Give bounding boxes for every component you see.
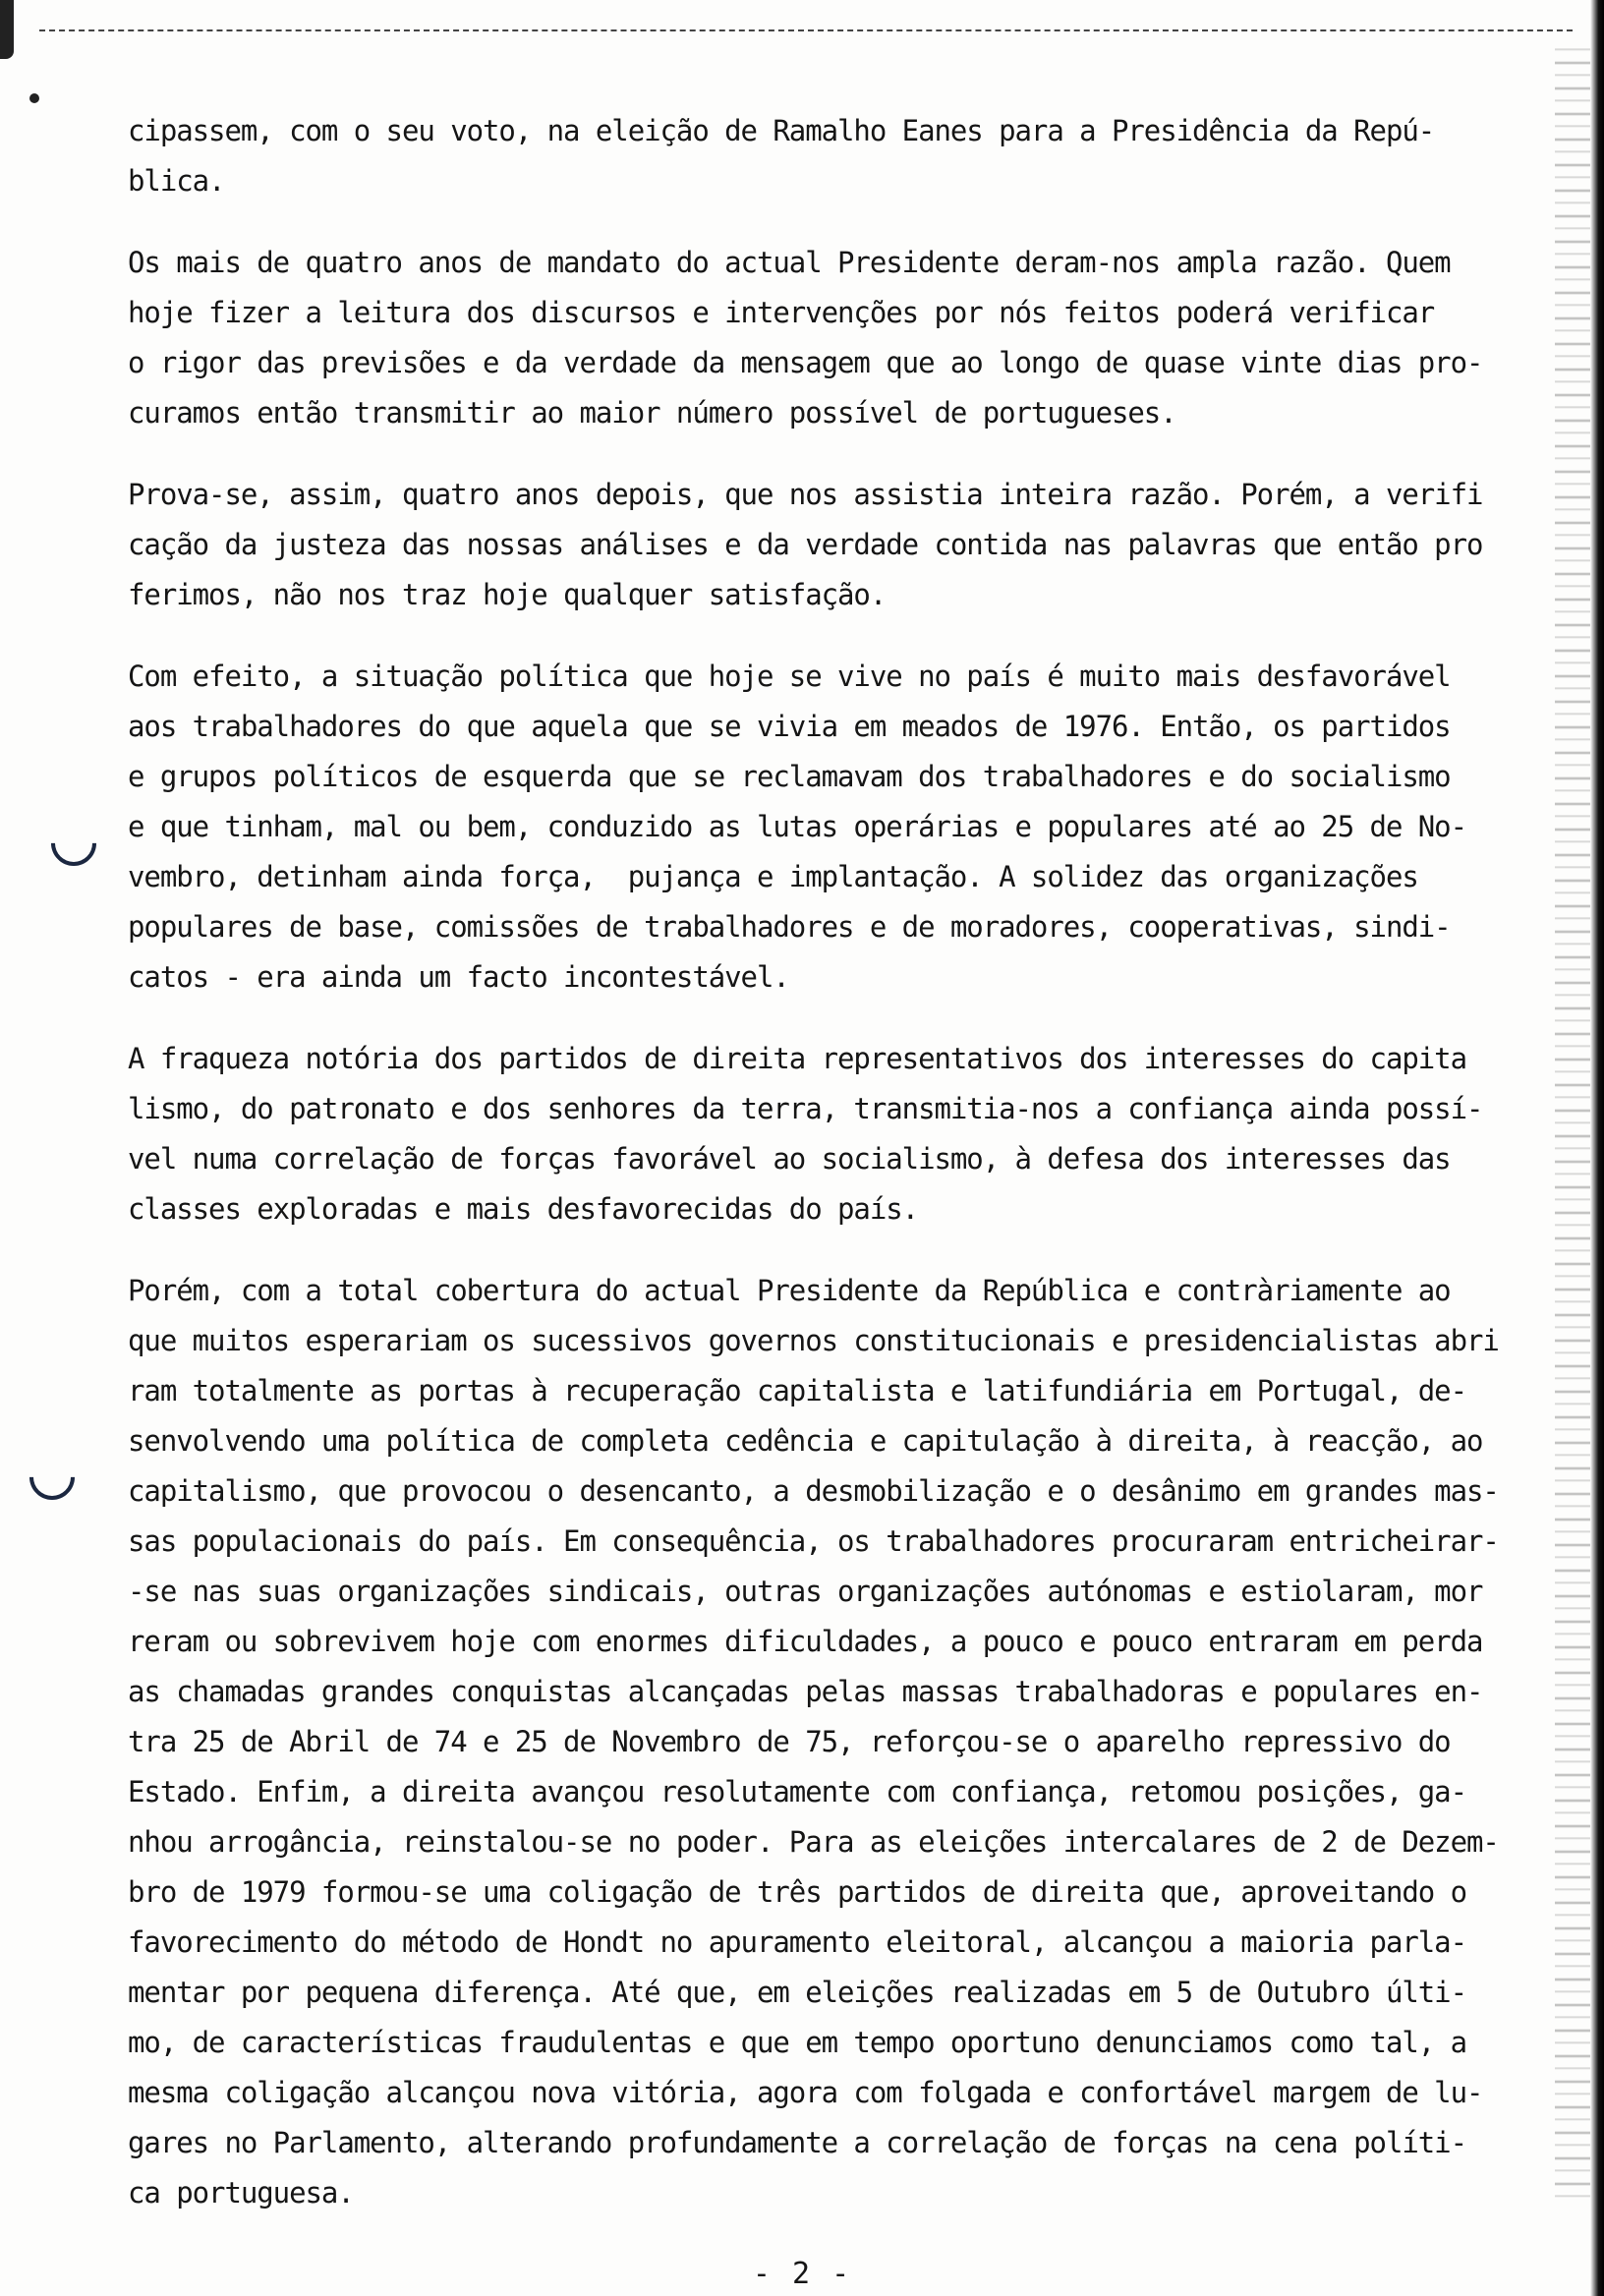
scan-artifact-dot xyxy=(29,93,39,103)
paragraph xyxy=(128,470,1514,620)
text-line: e que tinham, mal ou bem, conduzido as lutas operárias e populares até ao 25 de No- xyxy=(128,810,1466,843)
text-line: vembro, detinham ainda força, pujança e implantação. A solidez das organizações xyxy=(128,860,1418,893)
text-line: nhou arrogância, reinstalou-se no poder. Para as eleições intercalares de 2 de Dezem- xyxy=(128,1825,1499,1859)
text-line: mesma coligação alcançou nova vitória, agora com folgada e confortável margem de lu- xyxy=(128,2076,1483,2109)
text-line: tra 25 de Abril de 74 e 25 de Novembro de 75, reforçou-se o aparelho repressivo do xyxy=(128,1725,1451,1758)
text-line: aos trabalhadores do que aquela que se vivia em meados de 1976. Então, os partidos xyxy=(128,710,1451,743)
text-line: Estado. Enfim, a direita avançou resolutamente com confiança, retomou posições, ga- xyxy=(128,1775,1466,1808)
text-line: bro de 1979 formou-se uma coligação de três partidos de direita que, aproveitando o xyxy=(128,1875,1466,1909)
text-line: as chamadas grandes conquistas alcançadas pelas massas trabalhadoras e populares en- xyxy=(128,1675,1483,1708)
text-line: populares de base, comissões de trabalhadores e de moradores, cooperativas, sindi- xyxy=(128,910,1451,944)
text-line: catos - era ainda um facto incontestável. xyxy=(128,960,789,994)
document-body xyxy=(128,106,1514,2250)
text-line: gares no Parlamento, alterando profundamente a correlação de forças na cena políti- xyxy=(128,2126,1466,2159)
text-line: mo, de características fraudulentas e que em tempo oportuno denunciamos como tal, a xyxy=(128,2026,1466,2059)
text-line: Porém, com a total cobertura do actual Presidente da República e contràriamente ao xyxy=(128,1274,1451,1307)
text-line: mentar por pequena diferença. Até que, em eleições realizadas em 5 de Outubro últi- xyxy=(128,1976,1466,2009)
text-line: classes exploradas e mais desfavorecidas do país. xyxy=(128,1192,919,1226)
text-line: cação da justeza das nossas análises e da verdade contida nas palavras que então pro xyxy=(128,528,1483,561)
text-line: que muitos esperariam os sucessivos governos constitucionais e presidencialistas abri xyxy=(128,1324,1499,1357)
text-line: senvolvendo uma política de completa cedência e capitulação à direita, à reacção, ao xyxy=(128,1424,1483,1458)
text-line: favorecimento do método de Hondt no apuramento eleitoral, alcançou a maioria parla- xyxy=(128,1925,1466,1959)
text-line: blica. xyxy=(128,164,225,198)
text-line: vel numa correlação de forças favorável ao socialismo, à defesa dos interesses das xyxy=(128,1142,1451,1176)
text-line: reram ou sobrevivem hoje com enormes dificuldades, a pouco e pouco entraram em perda xyxy=(128,1625,1483,1658)
text-line: ram totalmente as portas à recuperação capitalista e latifundiária em Portugal, de- xyxy=(128,1374,1466,1407)
text-line: hoje fizer a leitura dos discursos e intervenções por nós feitos poderá verificar xyxy=(128,296,1435,329)
text-line: capitalismo, que provocou o desencanto, a desmobilização e o desânimo em grandes mas- xyxy=(128,1474,1499,1508)
paragraph xyxy=(128,1034,1514,1234)
paragraph xyxy=(128,238,1514,438)
text-line: cipassem, com o seu voto, na eleição de Ramalho Eanes para a Presidência da Repú- xyxy=(128,114,1435,147)
text-line: curamos então transmitir ao maior número possível de portugueses. xyxy=(128,396,1176,430)
text-line: ca portuguesa. xyxy=(128,2176,354,2210)
text-line: ferimos, não nos traz hoje qualquer satisfação. xyxy=(128,578,887,611)
paragraph xyxy=(128,652,1514,1003)
text-line: sas populacionais do país. Em consequência, os trabalhadores procuraram entricheirar- xyxy=(128,1524,1499,1558)
paragraph xyxy=(128,1266,1514,2218)
scan-edge-noise xyxy=(1555,39,1590,2202)
scan-artifact-corner xyxy=(0,0,14,59)
text-line: e grupos políticos de esquerda que se reclamavam dos trabalhadores e do socialismo xyxy=(128,760,1451,793)
text-line: o rigor das previsões e da verdade da mensagem que ao longo de quase vinte dias pro- xyxy=(128,346,1483,379)
text-line: Prova-se, assim, quatro anos depois, que nos assistia inteira razão. Porém, a verifi xyxy=(128,478,1483,511)
text-line: Com efeito, a situação política que hoje se vive no país é muito mais desfavorável xyxy=(128,660,1451,693)
page-number: - 2 - xyxy=(752,2257,852,2291)
text-line: A fraqueza notória dos partidos de direita representativos dos interesses do capita xyxy=(128,1042,1466,1075)
top-dashed-rule xyxy=(39,29,1573,31)
punch-hole-mark xyxy=(41,811,105,875)
paragraph xyxy=(128,106,1514,206)
text-line: -se nas suas organizações sindicais, outras organizações autónomas e estiolaram, mor xyxy=(128,1575,1483,1608)
text-line: lismo, do patronato e dos senhores da terra, transmitia-nos a confiança ainda possí- xyxy=(128,1092,1483,1125)
scan-dark-edge xyxy=(1590,0,1604,2296)
punch-hole-mark xyxy=(20,1445,84,1509)
text-line: Os mais de quatro anos de mandato do actual Presidente deram-nos ampla razão. Quem xyxy=(128,246,1451,279)
